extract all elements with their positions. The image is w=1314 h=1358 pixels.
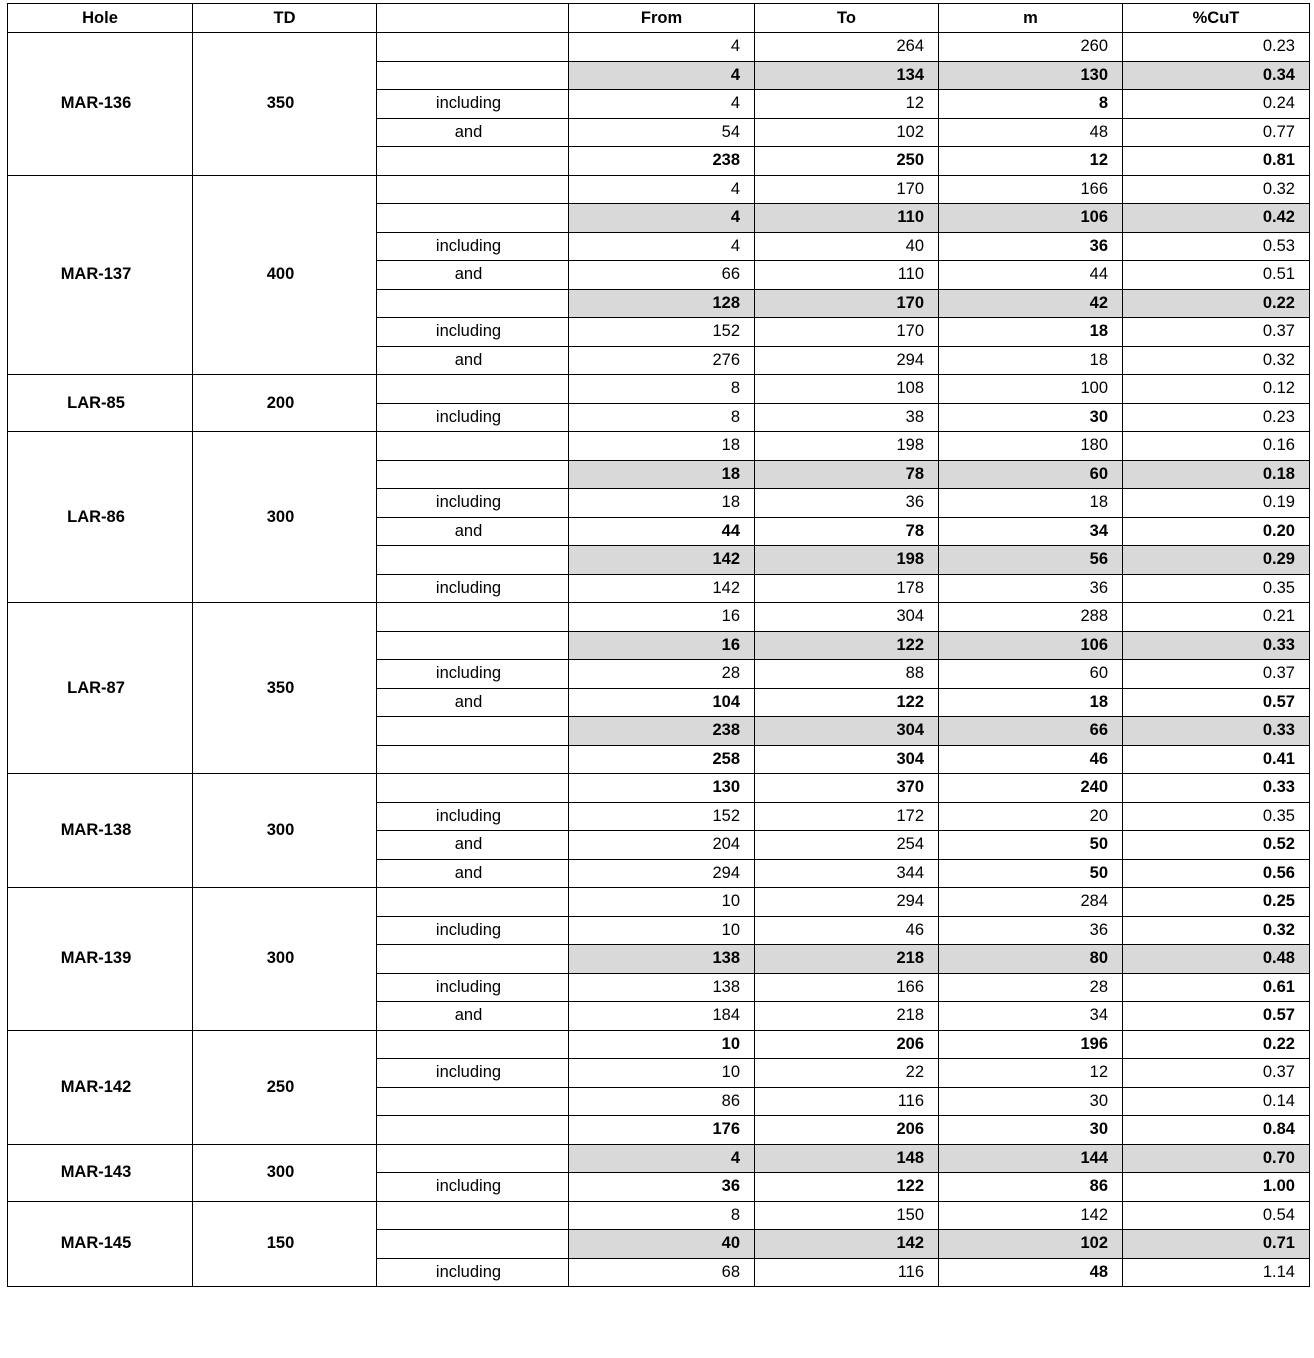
to-cell: 12 — [755, 90, 939, 119]
qualifier-cell — [377, 1230, 569, 1259]
cut-grade-cell: 0.81 — [1123, 147, 1310, 176]
qualifier-cell: and — [377, 831, 569, 860]
to-cell: 170 — [755, 175, 939, 204]
interval-m-cell: 240 — [939, 774, 1123, 803]
total-depth-cell: 300 — [193, 1144, 377, 1201]
cut-grade-cell: 0.33 — [1123, 774, 1310, 803]
to-cell: 178 — [755, 574, 939, 603]
qualifier-cell — [377, 546, 569, 575]
table-row — [8, 603, 1310, 632]
from-cell: 176 — [569, 1116, 755, 1145]
qualifier-cell: including — [377, 1173, 569, 1202]
qualifier-cell: and — [377, 688, 569, 717]
from-cell: 8 — [569, 1201, 755, 1230]
total-depth-cell: 300 — [193, 888, 377, 1031]
to-cell: 294 — [755, 346, 939, 375]
to-cell: 166 — [755, 973, 939, 1002]
hole-id-cell: LAR-86 — [8, 432, 193, 603]
qualifier-cell — [377, 631, 569, 660]
cut-grade-cell: 0.41 — [1123, 745, 1310, 774]
total-depth-cell: 300 — [193, 432, 377, 603]
interval-m-cell: 36 — [939, 574, 1123, 603]
to-cell: 170 — [755, 318, 939, 347]
table-header — [8, 4, 1310, 33]
qualifier-cell — [377, 717, 569, 746]
from-cell: 4 — [569, 90, 755, 119]
interval-m-cell: 18 — [939, 346, 1123, 375]
interval-m-cell: 18 — [939, 688, 1123, 717]
interval-m-cell: 20 — [939, 802, 1123, 831]
to-cell: 170 — [755, 289, 939, 318]
from-cell: 40 — [569, 1230, 755, 1259]
interval-m-cell: 60 — [939, 460, 1123, 489]
cut-grade-cell: 0.18 — [1123, 460, 1310, 489]
total-depth-cell: 350 — [193, 603, 377, 774]
qualifier-cell: and — [377, 261, 569, 290]
interval-m-cell: 30 — [939, 1116, 1123, 1145]
interval-m-cell: 196 — [939, 1030, 1123, 1059]
qualifier-cell: including — [377, 973, 569, 1002]
cut-grade-cell: 0.29 — [1123, 546, 1310, 575]
qualifier-cell — [377, 61, 569, 90]
to-cell: 264 — [755, 33, 939, 62]
from-cell: 4 — [569, 33, 755, 62]
table-row — [8, 888, 1310, 917]
interval-m-cell: 142 — [939, 1201, 1123, 1230]
qualifier-cell: and — [377, 859, 569, 888]
cut-grade-cell: 0.48 — [1123, 945, 1310, 974]
cut-grade-cell: 0.37 — [1123, 660, 1310, 689]
header-row — [8, 4, 1310, 33]
interval-m-cell: 180 — [939, 432, 1123, 461]
cut-grade-cell: 0.16 — [1123, 432, 1310, 461]
qualifier-cell — [377, 1144, 569, 1173]
qualifier-cell — [377, 204, 569, 233]
from-cell: 8 — [569, 375, 755, 404]
cut-grade-cell: 0.54 — [1123, 1201, 1310, 1230]
table-row — [8, 175, 1310, 204]
qualifier-cell — [377, 147, 569, 176]
to-cell: 148 — [755, 1144, 939, 1173]
qualifier-cell — [377, 33, 569, 62]
interval-m-cell: 18 — [939, 489, 1123, 518]
to-cell: 122 — [755, 631, 939, 660]
interval-m-cell: 48 — [939, 1258, 1123, 1287]
cut-grade-cell: 0.71 — [1123, 1230, 1310, 1259]
cut-grade-cell: 0.57 — [1123, 1002, 1310, 1031]
table-row — [8, 1201, 1310, 1230]
to-cell: 150 — [755, 1201, 939, 1230]
cut-grade-cell: 0.37 — [1123, 1059, 1310, 1088]
hole-id-cell: LAR-87 — [8, 603, 193, 774]
table-row — [8, 774, 1310, 803]
interval-m-cell: 66 — [939, 717, 1123, 746]
col-header-qualifier — [377, 4, 569, 33]
from-cell: 4 — [569, 61, 755, 90]
to-cell: 254 — [755, 831, 939, 860]
cut-grade-cell: 0.32 — [1123, 916, 1310, 945]
qualifier-cell: including — [377, 403, 569, 432]
cut-grade-cell: 0.53 — [1123, 232, 1310, 261]
total-depth-cell: 200 — [193, 375, 377, 432]
interval-m-cell: 8 — [939, 90, 1123, 119]
to-cell: 250 — [755, 147, 939, 176]
interval-m-cell: 30 — [939, 403, 1123, 432]
qualifier-cell — [377, 603, 569, 632]
interval-m-cell: 284 — [939, 888, 1123, 917]
total-depth-cell: 250 — [193, 1030, 377, 1144]
from-cell: 10 — [569, 888, 755, 917]
to-cell: 134 — [755, 61, 939, 90]
qualifier-cell — [377, 745, 569, 774]
qualifier-cell — [377, 1116, 569, 1145]
qualifier-cell: including — [377, 489, 569, 518]
table-row — [8, 33, 1310, 62]
interval-m-cell: 100 — [939, 375, 1123, 404]
interval-m-cell: 28 — [939, 973, 1123, 1002]
qualifier-cell: and — [377, 118, 569, 147]
interval-m-cell: 86 — [939, 1173, 1123, 1202]
qualifier-cell — [377, 432, 569, 461]
interval-m-cell: 12 — [939, 147, 1123, 176]
qualifier-cell — [377, 1030, 569, 1059]
to-cell: 116 — [755, 1258, 939, 1287]
to-cell: 344 — [755, 859, 939, 888]
from-cell: 130 — [569, 774, 755, 803]
from-cell: 28 — [569, 660, 755, 689]
to-cell: 38 — [755, 403, 939, 432]
from-cell: 66 — [569, 261, 755, 290]
to-cell: 102 — [755, 118, 939, 147]
interval-m-cell: 106 — [939, 631, 1123, 660]
from-cell: 138 — [569, 945, 755, 974]
drill-results-table — [7, 3, 1310, 1287]
cut-grade-cell: 0.52 — [1123, 831, 1310, 860]
to-cell: 304 — [755, 603, 939, 632]
cut-grade-cell: 0.70 — [1123, 1144, 1310, 1173]
cut-grade-cell: 0.35 — [1123, 574, 1310, 603]
total-depth-cell: 300 — [193, 774, 377, 888]
from-cell: 18 — [569, 460, 755, 489]
interval-m-cell: 48 — [939, 118, 1123, 147]
qualifier-cell — [377, 460, 569, 489]
cut-grade-cell: 0.24 — [1123, 90, 1310, 119]
total-depth-cell: 350 — [193, 33, 377, 176]
qualifier-cell: including — [377, 660, 569, 689]
table-row — [8, 1030, 1310, 1059]
from-cell: 18 — [569, 432, 755, 461]
cut-grade-cell: 0.22 — [1123, 289, 1310, 318]
from-cell: 238 — [569, 147, 755, 176]
qualifier-cell: including — [377, 574, 569, 603]
to-cell: 206 — [755, 1030, 939, 1059]
qualifier-cell: including — [377, 802, 569, 831]
interval-m-cell: 42 — [939, 289, 1123, 318]
cut-grade-cell: 0.84 — [1123, 1116, 1310, 1145]
interval-m-cell: 12 — [939, 1059, 1123, 1088]
from-cell: 138 — [569, 973, 755, 1002]
from-cell: 152 — [569, 318, 755, 347]
from-cell: 16 — [569, 631, 755, 660]
from-cell: 10 — [569, 1030, 755, 1059]
col-header-from: From — [569, 4, 755, 33]
interval-m-cell: 34 — [939, 1002, 1123, 1031]
from-cell: 294 — [569, 859, 755, 888]
to-cell: 110 — [755, 261, 939, 290]
from-cell: 4 — [569, 175, 755, 204]
qualifier-cell: and — [377, 517, 569, 546]
qualifier-cell — [377, 375, 569, 404]
to-cell: 116 — [755, 1087, 939, 1116]
interval-m-cell: 260 — [939, 33, 1123, 62]
interval-m-cell: 36 — [939, 232, 1123, 261]
cut-grade-cell: 0.14 — [1123, 1087, 1310, 1116]
interval-m-cell: 80 — [939, 945, 1123, 974]
from-cell: 68 — [569, 1258, 755, 1287]
to-cell: 304 — [755, 745, 939, 774]
interval-m-cell: 44 — [939, 261, 1123, 290]
interval-m-cell: 50 — [939, 859, 1123, 888]
col-header-hole: Hole — [8, 4, 193, 33]
cut-grade-cell: 0.12 — [1123, 375, 1310, 404]
hole-id-cell: MAR-138 — [8, 774, 193, 888]
qualifier-cell: including — [377, 318, 569, 347]
col-header-to: To — [755, 4, 939, 33]
to-cell: 304 — [755, 717, 939, 746]
from-cell: 276 — [569, 346, 755, 375]
from-cell: 104 — [569, 688, 755, 717]
interval-m-cell: 130 — [939, 61, 1123, 90]
to-cell: 40 — [755, 232, 939, 261]
to-cell: 122 — [755, 688, 939, 717]
cut-grade-cell: 0.33 — [1123, 631, 1310, 660]
cut-grade-cell: 0.57 — [1123, 688, 1310, 717]
to-cell: 172 — [755, 802, 939, 831]
to-cell: 22 — [755, 1059, 939, 1088]
to-cell: 110 — [755, 204, 939, 233]
from-cell: 258 — [569, 745, 755, 774]
from-cell: 4 — [569, 232, 755, 261]
interval-m-cell: 60 — [939, 660, 1123, 689]
interval-m-cell: 30 — [939, 1087, 1123, 1116]
cut-grade-cell: 0.34 — [1123, 61, 1310, 90]
to-cell: 294 — [755, 888, 939, 917]
from-cell: 8 — [569, 403, 755, 432]
hole-id-cell: LAR-85 — [8, 375, 193, 432]
from-cell: 10 — [569, 1059, 755, 1088]
hole-id-cell: MAR-145 — [8, 1201, 193, 1287]
cut-grade-cell: 0.37 — [1123, 318, 1310, 347]
cut-grade-cell: 0.51 — [1123, 261, 1310, 290]
interval-m-cell: 102 — [939, 1230, 1123, 1259]
qualifier-cell — [377, 1087, 569, 1116]
hole-id-cell: MAR-136 — [8, 33, 193, 176]
cut-grade-cell: 0.56 — [1123, 859, 1310, 888]
from-cell: 184 — [569, 1002, 755, 1031]
qualifier-cell — [377, 175, 569, 204]
cut-grade-cell: 0.61 — [1123, 973, 1310, 1002]
to-cell: 198 — [755, 432, 939, 461]
hole-id-cell: MAR-139 — [8, 888, 193, 1031]
cut-grade-cell: 0.23 — [1123, 33, 1310, 62]
interval-m-cell: 34 — [939, 517, 1123, 546]
total-depth-cell: 400 — [193, 175, 377, 375]
hole-id-cell: MAR-137 — [8, 175, 193, 375]
qualifier-cell: including — [377, 1059, 569, 1088]
hole-id-cell: MAR-143 — [8, 1144, 193, 1201]
cut-grade-cell: 1.00 — [1123, 1173, 1310, 1202]
cut-grade-cell: 0.22 — [1123, 1030, 1310, 1059]
cut-grade-cell: 0.32 — [1123, 346, 1310, 375]
qualifier-cell — [377, 1201, 569, 1230]
qualifier-cell: including — [377, 916, 569, 945]
to-cell: 108 — [755, 375, 939, 404]
qualifier-cell: including — [377, 232, 569, 261]
table-row — [8, 432, 1310, 461]
from-cell: 86 — [569, 1087, 755, 1116]
total-depth-cell: 150 — [193, 1201, 377, 1287]
interval-m-cell: 166 — [939, 175, 1123, 204]
hole-id-cell: MAR-142 — [8, 1030, 193, 1144]
qualifier-cell: including — [377, 90, 569, 119]
to-cell: 78 — [755, 517, 939, 546]
cut-grade-cell: 0.77 — [1123, 118, 1310, 147]
interval-m-cell: 46 — [939, 745, 1123, 774]
from-cell: 44 — [569, 517, 755, 546]
from-cell: 18 — [569, 489, 755, 518]
to-cell: 142 — [755, 1230, 939, 1259]
cut-grade-cell: 0.20 — [1123, 517, 1310, 546]
qualifier-cell — [377, 289, 569, 318]
from-cell: 4 — [569, 1144, 755, 1173]
cut-grade-cell: 0.42 — [1123, 204, 1310, 233]
qualifier-cell: and — [377, 1002, 569, 1031]
to-cell: 218 — [755, 1002, 939, 1031]
from-cell: 54 — [569, 118, 755, 147]
to-cell: 46 — [755, 916, 939, 945]
col-header-m: m — [939, 4, 1123, 33]
from-cell: 128 — [569, 289, 755, 318]
cut-grade-cell: 0.32 — [1123, 175, 1310, 204]
to-cell: 122 — [755, 1173, 939, 1202]
to-cell: 218 — [755, 945, 939, 974]
interval-m-cell: 56 — [939, 546, 1123, 575]
from-cell: 142 — [569, 574, 755, 603]
to-cell: 198 — [755, 546, 939, 575]
interval-m-cell: 18 — [939, 318, 1123, 347]
from-cell: 4 — [569, 204, 755, 233]
col-header-td: TD — [193, 4, 377, 33]
interval-m-cell: 106 — [939, 204, 1123, 233]
interval-m-cell: 50 — [939, 831, 1123, 860]
cut-grade-cell: 0.19 — [1123, 489, 1310, 518]
to-cell: 88 — [755, 660, 939, 689]
from-cell: 36 — [569, 1173, 755, 1202]
qualifier-cell: including — [377, 1258, 569, 1287]
from-cell: 16 — [569, 603, 755, 632]
interval-m-cell: 144 — [939, 1144, 1123, 1173]
qualifier-cell — [377, 888, 569, 917]
table-body — [8, 33, 1310, 1287]
interval-m-cell: 288 — [939, 603, 1123, 632]
to-cell: 78 — [755, 460, 939, 489]
table-row — [8, 375, 1310, 404]
from-cell: 238 — [569, 717, 755, 746]
to-cell: 370 — [755, 774, 939, 803]
from-cell: 152 — [569, 802, 755, 831]
qualifier-cell — [377, 774, 569, 803]
from-cell: 10 — [569, 916, 755, 945]
cut-grade-cell: 0.21 — [1123, 603, 1310, 632]
cut-grade-cell: 0.25 — [1123, 888, 1310, 917]
table-row — [8, 1144, 1310, 1173]
qualifier-cell: and — [377, 346, 569, 375]
cut-grade-cell: 0.23 — [1123, 403, 1310, 432]
interval-m-cell: 36 — [939, 916, 1123, 945]
qualifier-cell — [377, 945, 569, 974]
to-cell: 206 — [755, 1116, 939, 1145]
from-cell: 204 — [569, 831, 755, 860]
from-cell: 142 — [569, 546, 755, 575]
cut-grade-cell: 0.33 — [1123, 717, 1310, 746]
col-header-cut: %CuT — [1123, 4, 1310, 33]
cut-grade-cell: 0.35 — [1123, 802, 1310, 831]
to-cell: 36 — [755, 489, 939, 518]
cut-grade-cell: 1.14 — [1123, 1258, 1310, 1287]
